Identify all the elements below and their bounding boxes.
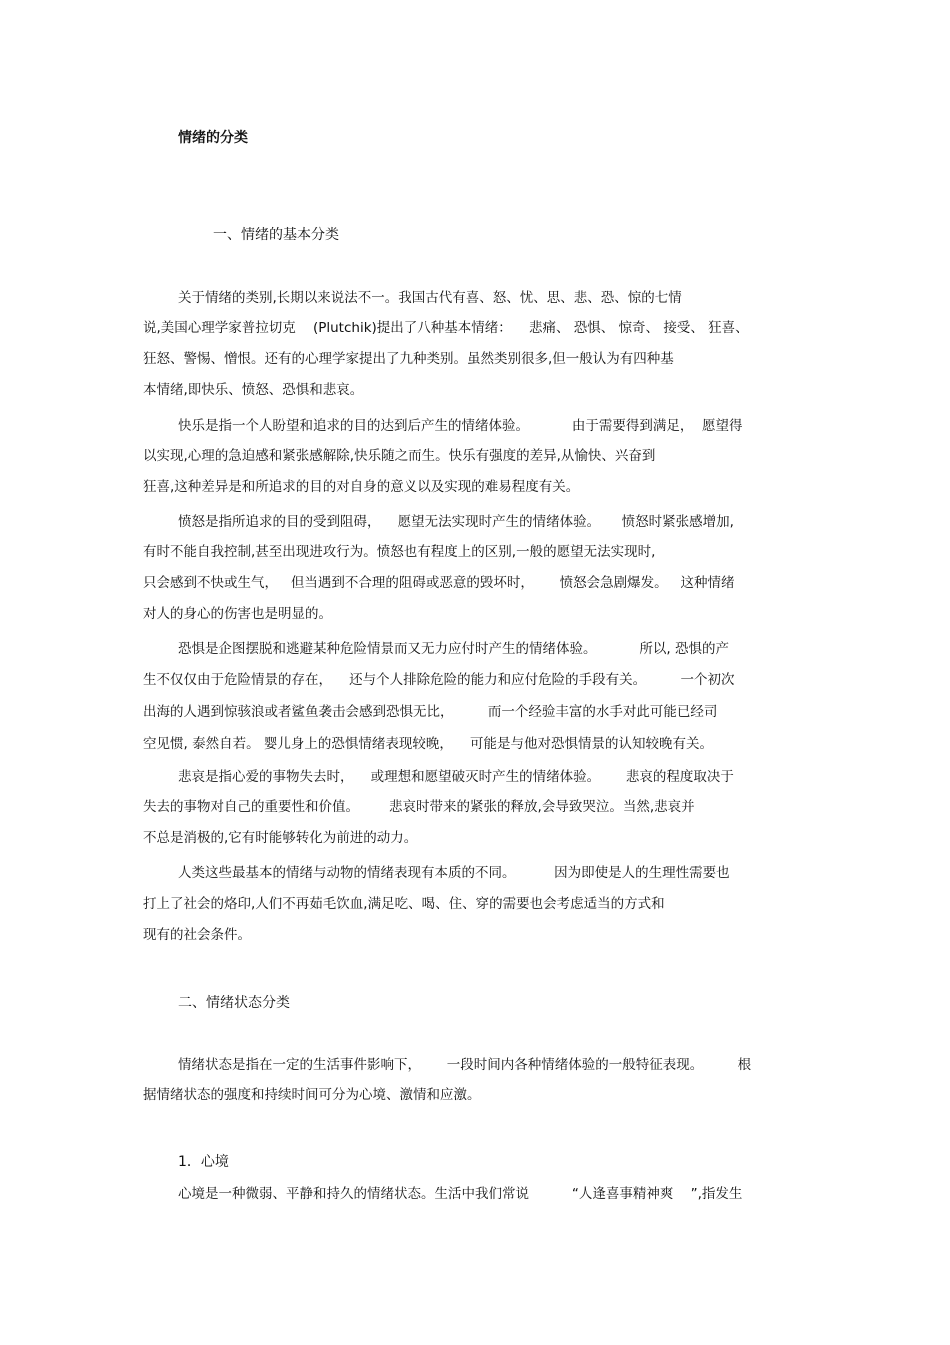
paragraph-line: 恐惧是企图摆脱和逃避某种危险情景而又无力应付时产生的情绪体验。 所以, 恐惧的产 — [178, 641, 729, 657]
paragraph-line: 人类这些最基本的情绪与动物的情绪表现有本质的不同。 因为即使是人的生理性需要也 — [178, 865, 730, 881]
paragraph-line: 狂喜,这种差异是和所追求的目的对自身的意义以及实现的难易程度有关。 — [143, 479, 580, 495]
paragraph-line: 本情绪,即快乐、愤怒、恐惧和悲哀。 — [143, 382, 364, 398]
document-title: 情绪的分类 — [178, 130, 248, 146]
paragraph-line: 失去的事物对自己的重要性和价值。 悲哀时带来的紧张的释放,会导致哭泣。当然,悲哀并 — [143, 799, 695, 815]
paragraph-line: 快乐是指一个人盼望和追求的目的达到后产生的情绪体验。 由于需要得到满足， 愿望得 — [178, 418, 743, 434]
paragraph-line: 现有的社会条件。 — [143, 927, 251, 943]
paragraph-line: 生不仅仅由于危险情景的存在， 还与个人排除危险的能力和应付危险的手段有关。 一个初次 — [143, 672, 735, 688]
paragraph-line: 有时不能自我控制,甚至出现进攻行为。愤怒也有程度上的区别,一般的愿望无法实现时, — [143, 544, 656, 560]
paragraph-line: 出海的人遇到惊骇浪或者鲨鱼袭击会感到恐惧无比， 而一个经验丰富的水手对此可能已经司 — [143, 704, 718, 720]
paragraph-line: 对人的身心的伤害也是明显的。 — [143, 606, 332, 622]
paragraph-line: 只会感到不快或生气， 但当遇到不合理的阻碍或恶意的毁坏时， 愤怒会急剧爆发。 这种情绪 — [143, 575, 735, 591]
paragraph-line: 以实现,心理的急迫感和紧张感解除,快乐随之而生。快乐有强度的差异,从愉快、兴奋到 — [143, 448, 656, 464]
paragraph-line: 空见惯, 泰然自若。 婴儿身上的恐惧情绪表现较晚， 可能是与他对恐惧情景的认知较晚有关。 — [143, 736, 714, 752]
paragraph-line: 不总是消极的,它有时能够转化为前进的动力。 — [143, 830, 418, 846]
subsection-heading-mood: 1．心境 — [178, 1154, 229, 1170]
paragraph-line: 悲哀是指心爱的事物失去时， 或理想和愿望破灭时产生的情绪体验。 悲哀的程度取决于 — [178, 769, 734, 785]
section-heading-states: 二、情绪状态分类 — [178, 995, 290, 1011]
paragraph-line: 据情绪状态的强度和持续时间可分为心境、激情和应激。 — [143, 1087, 481, 1103]
paragraph-line: 情绪状态是指在一定的生活事件影响下， 一段时间内各种情绪体验的一般特征表现。 根 — [178, 1057, 752, 1073]
paragraph-line: 愤怒是指所追求的目的受到阻碍， 愿望无法实现时产生的情绪体验。 愤怒时紧张感增加, — [178, 514, 734, 530]
paragraph-line: 关于情绪的类别,长期以来说法不一。我国古代有喜、怒、忧、思、悲、恐、惊的七情 — [178, 290, 682, 306]
section-heading-basic: 一、情绪的基本分类 — [213, 227, 339, 243]
paragraph-line: 狂怒、警惕、憎恨。还有的心理学家提出了九种类别。虽然类别很多,但一般认为有四种基 — [143, 351, 674, 367]
paragraph-line: 心境是一种微弱、平静和持久的情绪状态。生活中我们常说 “人逢喜事精神爽 ”,指发生 — [178, 1186, 743, 1202]
paragraph-line: 说,美国心理学家普拉切克 (Plutchik)提出了八种基本情绪： 悲痛、 恐惧、 惊奇、 接受、 狂喜、 — [143, 320, 749, 336]
paragraph-line: 打上了社会的烙印,人们不再茹毛饮血,满足吃、喝、住、穿的需要也会考虑适当的方式和 — [143, 896, 665, 912]
